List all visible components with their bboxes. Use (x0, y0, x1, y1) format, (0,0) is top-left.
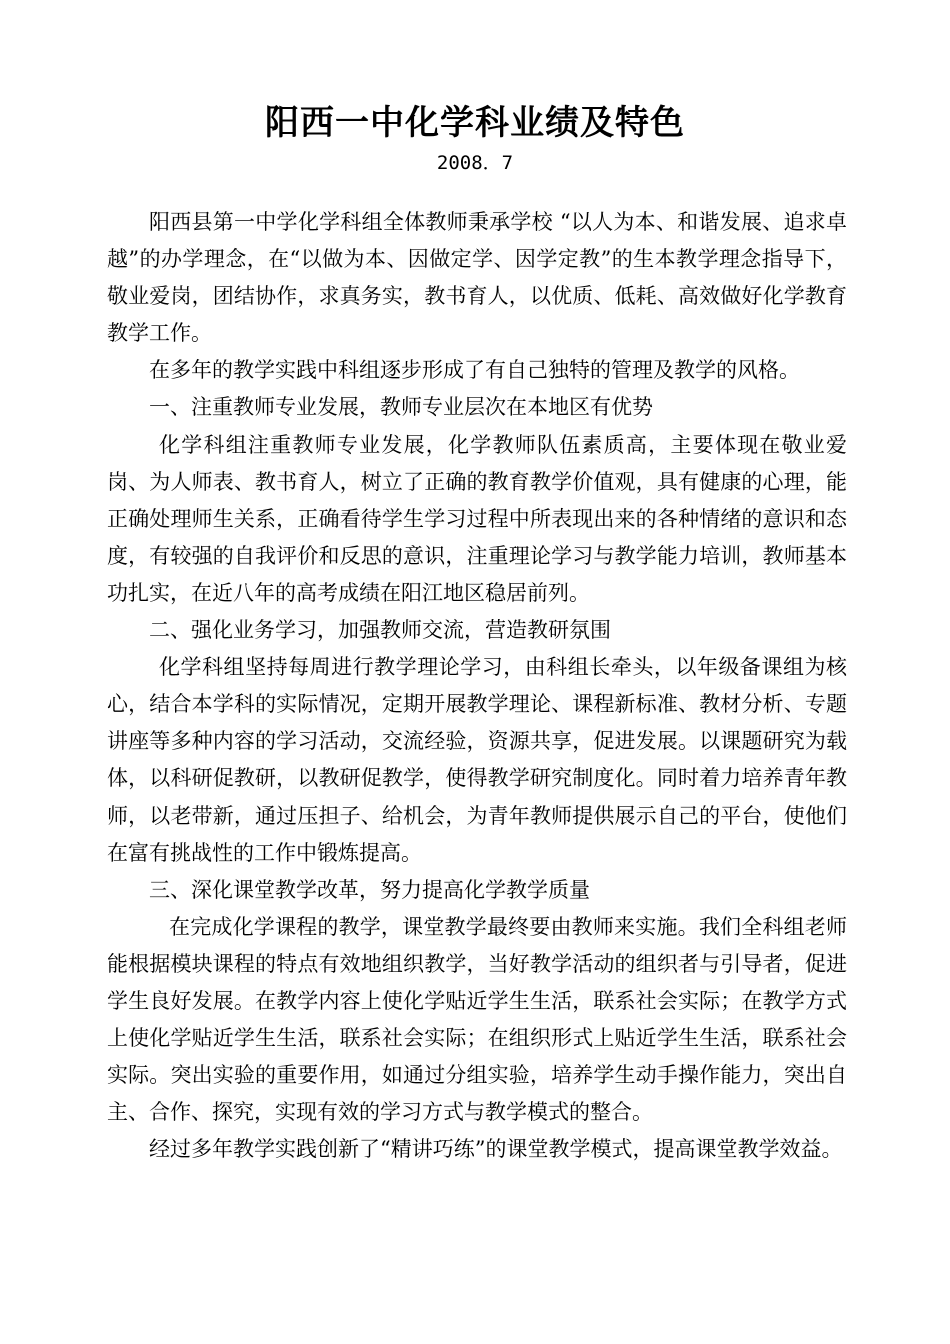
section-body-3: 在完成化学课程的教学，课堂教学最终要由教师来实施。我们全科组老师能根据模块课程的特点有效地组织教学，当好教学活动的组织者与引导者，促进学生良好发展。在教学内容上使化学贴近学生生活，联系社会实际；在教学方式上使化学贴近学生生活，联系社会实际；在组织形式上贴近学生生活，联系社会实际。突出实验的重要作用，如通过分组实验，培养学生动手操作能力，突出自主、合作、探究，实现有效的学习方式与教学模式的整合。 (107, 914, 847, 1125)
document-body (107, 204, 847, 1168)
section-heading-3: 三、深化课堂教学改革，努力提高化学教学质量 (149, 877, 590, 902)
paragraph-conclusion: 经过多年教学实践创新了“精讲巧练”的课堂教学模式，提高课堂教学效益。 (149, 1137, 843, 1162)
paragraph-style: 在多年的教学实践中科组逐步形成了有自己独特的管理及教学的风格。 (149, 358, 800, 383)
document-title: 阳西一中化学科业绩及特色 (265, 103, 685, 143)
section-heading-1: 一、注重教师专业发展，教师专业层次在本地区有优势 (149, 395, 653, 420)
section-body-1: 化学科组注重教师专业发展，化学教师队伍素质高，主要体现在敬业爱岗、为人师表、教书育人，树立了正确的教育教学价值观，具有健康的心理，能正确处理师生关系，正确看待学生学习过程中所表现出来的各种情绪的意识和态度，有较强的自我评价和反思的意识，注重理论学习与教学能力培训，教师基本功扎实，在近八年的高考成绩在阳江地区稳居前列。 (107, 432, 847, 605)
document-date: 2008．7 (436, 152, 514, 174)
section-body-2: 化学科组坚持每周进行教学理论学习，由科组长牵头，以年级备课组为核心，结合本学科的实际情况，定期开展教学理论、课程新标准、教材分析、专题讲座等多种内容的学习活动，交流经验，资源共享，促进发展。以课题研究为载体，以科研促教研，以教研促教学，使得教学研究制度化。同时着力培养青年教师，以老带新，通过压担子、给机会，为青年教师提供展示自己的平台，使他们在富有挑战性的工作中锻炼提高。 (107, 655, 847, 865)
section-heading-2: 二、强化业务学习，加强教师交流，营造教研氛围 (149, 618, 611, 643)
paragraph-intro: 阳西县第一中学化学科组全体教师秉承学校 “以人为本、和谐发展、追求卓越”的办学理念，在“以做为本、因做定学、因学定教”的生本教学理念指导下，敬业爱岗，团结协作，求真务实，教书育人，以优质、低耗、高效做好化学教育教学工作。 (107, 210, 847, 346)
